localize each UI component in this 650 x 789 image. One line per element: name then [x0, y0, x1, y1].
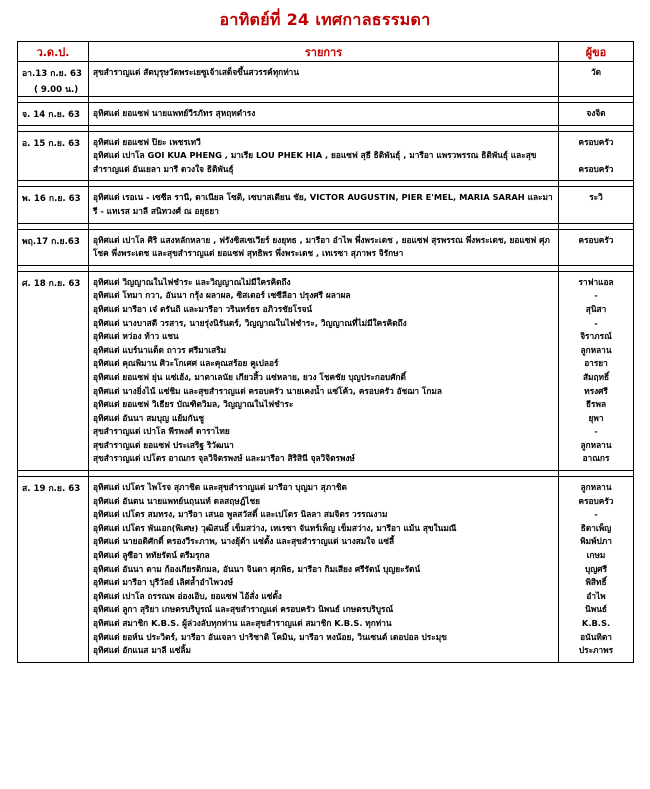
requester-cell	[559, 103, 634, 126]
requester-name: ระวิ	[589, 192, 603, 203]
date-time: ( 9.00 น.)	[34, 85, 79, 95]
intention-item: สุขสำราญแด่ สัตบุรุษวัดพระเยซูเจ้าเสด็จขึ้นสวรรค์ทุกท่าน	[93, 67, 299, 77]
items-cell	[89, 62, 559, 97]
table-row	[18, 187, 634, 223]
intention-item: อุทิศแด่ เปาโล ศิริ แสงหลักหลาย , ฟรังซิสเซเวียร์ ยงยุทธ , มารีอา อำไพ พึ่งพระเดช , ยอแซฟ สุรพรรณ พึ่งพระเดช, ยอแซฟ ศุภโชค พึ่งพระเดช และสุขสำราญแด่ ยอแซฟ สุทธิพร พึ่งพระเดช , เทเรซา สุภาพร จิรักษา	[93, 234, 550, 259]
intention-item: อุทิศแด่ นายอดิศักดิ์ ครองวีระภาพ, นางยุ้ต้า แซ่ตั้ง และสุขสำราญแด่ นางสมใจ แซ่ลี้	[93, 536, 395, 547]
intention-item: อุทิศแด่ เปโตร ไพโรจ สุภาชิต และสุขสำราญแด่ มารีอา บุญมา สุภาชิต	[93, 482, 347, 493]
intention-item: อุทิศแด่ ยอแซฟ ยุ่น แซ่เฮ้ง, มาตาเลนัย เกียวสิ้ว แซ่หลาย, ยวง โชคชัย บุญประกอบศักดิ์	[93, 371, 406, 382]
intention-item: อุทิศแด่ ลูกา สุริยา เกษตรบริบูรณ์ และสุขสำราญแด่ ครอบครัว นิพนธ์ เกษตรบริบูรณ์	[93, 604, 394, 615]
intention-item: อุทิศแด่ ยอแซฟ วิเธียร บัณฑิตวิมล, วิญญาณในไฟชำระ	[93, 399, 294, 410]
requester-cell	[559, 131, 634, 181]
requester-name: อำไพ	[586, 590, 606, 601]
requester-name: ราฟาแอล	[578, 276, 614, 287]
requester-name: อารยา	[584, 358, 608, 369]
intention-item: อุทิศแด่ เปโตร สมทรง, มารีอา เสนอ พูลสวัสดิ์ และเปโตร นิลลา สมจิตร วรรณงาม	[93, 509, 388, 520]
date-text: ส. 19 ก.ย. 63	[22, 484, 81, 495]
items-cell	[89, 229, 559, 265]
requester-name: ครอบครัว	[578, 234, 614, 245]
requester-name: พิสิทธิ์	[585, 577, 607, 588]
requester-cell	[559, 271, 634, 470]
page-title: อาทิตย์ที่ 24 เทศกาลธรรมดา	[219, 10, 431, 29]
intention-item: สุขสำราญแด่ เปาโล พีรพงศ์ ดาราไทย	[93, 426, 230, 437]
requester-name: -	[594, 509, 598, 520]
requester-name	[561, 149, 631, 163]
requester-name: ครอบครัว	[578, 136, 614, 147]
requester-name: นิพนธ์	[585, 604, 607, 615]
requester-name: K.B.S.	[581, 618, 611, 628]
intention-item: สุขสำราญแด่ เปโตร อาณกร จุลวิจิตรพงษ์ และมารีอา สิริสินี จุลวิจิตรพงษ์	[93, 453, 355, 464]
table-row	[18, 131, 634, 181]
date-cell	[18, 103, 89, 126]
header-requester: ผู้ขอ	[559, 42, 634, 62]
intention-item: อุทิศแด่ อันตน นายแพทย์นฤนนท์ ดลสฤษฎ์ไชย	[93, 495, 260, 506]
requester-name: อาณกร	[582, 453, 610, 464]
date-cell	[18, 131, 89, 181]
intention-item: อุทิศแด่ ยอห์น ประวิตร์, มารีอา อันเจลา ปาริชาติ โคมิน, มารีอา หงน้อย, วินเซนต์ เดอปอล ประมุข	[93, 631, 447, 642]
intention-item: อุทิศแด่ หว่อง ท้าว แชน	[93, 331, 179, 342]
date-cell	[18, 477, 89, 663]
table-row	[18, 103, 634, 126]
requester-name: ลูกหลาน	[580, 439, 612, 450]
header-items: รายการ	[89, 42, 559, 62]
requester-name: อนันทิตา	[580, 631, 612, 642]
intention-item: อุทิศแด่ ยอแซฟ นายแพทย์วีรภัทร สุหฤทดำรง	[93, 108, 256, 118]
requester-name: ยุพา	[588, 412, 604, 423]
items-cell	[89, 477, 559, 663]
date-text: อ. 15 ก.ย. 63	[22, 138, 81, 149]
header-date: ว.ด.ป.	[18, 42, 89, 62]
intention-item: อุทิศแด่ มารีอา เจ๋ ตรันถิ และมารีอา วรินทร์ธร อภิวรชัยโรจน์	[93, 303, 313, 314]
intention-item: อุทิศแด่ เปาโล ถรรณพ อ่องเอิบ, ยอแซฟ ไอ้สั่ง แซ่ตั้ง	[93, 590, 282, 601]
date-cell	[18, 229, 89, 265]
date-cell	[18, 187, 89, 223]
intention-item: อุทิศแด่ เปโตร พันเอก(พิเศษ) วุฒิสนธิ์ เข็มสว่าง, เทเรซา จันทร์เพ็ญ เข็มสว่าง, มารีอา แม้น สุขในมณี	[93, 522, 457, 533]
date-text: ศ. 18 ก.ย. 63	[22, 278, 81, 289]
requester-name: สัมฤทธิ์	[582, 371, 610, 382]
table-row	[18, 477, 634, 663]
intention-item: อุทิศแด่ ยอแซฟ ปิยะ เพชรเทวี	[93, 136, 201, 147]
requester-name: ทรงศรี	[584, 385, 608, 396]
intention-item: อุทิศแด่ นางบาสตี วรสาร, นายรุ่งนิรันดร์, วิญญาณในไฟชำระ, วิญญาณที่ไม่มีใครคิดถึง	[93, 317, 407, 328]
requester-name: ธีรพล	[585, 399, 607, 410]
requester-cell	[559, 229, 634, 265]
table-header-row	[18, 42, 634, 62]
requester-name: -	[594, 426, 598, 437]
intention-item: อุทิศแด่ อันนา ตาม ก้องเกียรติกมล, อันนา จินดา ศุภพิธ, มารีอา กิมเสียง ศรีรัตน์ บุญยะรัตน์	[93, 563, 421, 574]
requester-name: วัด	[590, 67, 602, 77]
requester-name: ครอบครัว	[578, 163, 614, 174]
requester-cell	[559, 477, 634, 663]
table-row	[18, 271, 634, 470]
requester-name: ลูกหลาน	[580, 344, 612, 355]
requester-name: ลูกหลาน	[580, 482, 612, 493]
intention-item: อุทิศแด่ ลูซีอา หทัยรัตน์ ตรีมรุกล	[93, 550, 210, 561]
requester-name: จงจิต	[586, 108, 606, 118]
date-text: อา.13 ก.ย. 63	[22, 69, 82, 79]
date-text: พ. 16 ก.ย. 63	[22, 194, 81, 205]
date-cell	[18, 62, 89, 97]
intention-item: อุทิศแด่ คุณพิมาน ศิวะโกเศศ และคุณสร้อย คูเปลอร์	[93, 358, 279, 369]
requester-name: ประภาพร	[578, 645, 614, 656]
intention-item: อุทิศแด่ แบร์นาแด็ต ถาวร ศรีมาเสริม	[93, 344, 227, 355]
requester-name: เกษม	[586, 550, 606, 561]
items-cell	[89, 187, 559, 223]
requester-name: ธิดาเพ็ญ	[580, 522, 612, 533]
intention-item: อุทิศแด่ อันนา สมบุญ แย้มกันชู	[93, 412, 204, 423]
date-text: พฤ.17 ก.ย.63	[22, 236, 80, 247]
intention-item: สุขสำราญแด่ ยอแซฟ ประเสริฐ ริวัฒนา	[93, 439, 234, 450]
requester-cell	[559, 62, 634, 97]
intention-item: อุทิศแด่ อักแนส มาลี แซ่ลิ้ม	[93, 645, 191, 656]
requester-name: จิราภรณ์	[580, 331, 612, 342]
items-cell	[89, 271, 559, 470]
requester-name: ครอบครัว	[578, 495, 614, 506]
items-cell	[89, 103, 559, 126]
date-cell	[18, 271, 89, 470]
date-text: จ. 14 ก.ย. 63	[22, 110, 80, 120]
requester-name: บุญศรี	[584, 563, 608, 574]
intention-item: อุทิศแด่ เปาโล GOI KUA PHENG , มาเรีย LOU PHEK HIA , ยอแซฟ สุธี ธิติพันธุ์ , มารีอา แพรวพรรณ ธิติพันธุ์ และสุขสำราญแด่ อันเยลา มารี ดวงใจ ธิติพันธุ์	[93, 150, 537, 174]
requester-cell	[559, 187, 634, 223]
intention-item: อุทิศแด่ โทมา กวา, อันนา กรุ้ง ผลาผล, ซิสเตอร์ เซซีลีอา ปรุงศรี ผลาผล	[93, 290, 351, 301]
table-row	[18, 229, 634, 265]
intention-table	[17, 41, 634, 663]
items-cell	[89, 131, 559, 181]
requester-name: -	[594, 290, 598, 301]
requester-name: -	[594, 317, 598, 328]
table-row	[18, 62, 634, 97]
intention-item: อุทิศแด่ วิญญาณในไฟชำระ และวิญญาณไม่มีใครคิดถึง	[93, 276, 291, 287]
intention-item: อุทิศแด่ มารีอา บุรีวัลย์ เลิศล้ำอำไพวงษ์	[93, 577, 234, 588]
table-body	[18, 62, 634, 663]
requester-name: พิมพ์ปภา	[580, 536, 612, 547]
intention-item: อุทิศแด่ สมาชิก K.B.S. ผู้ล่วงลับทุกท่าน และสุขสำราญแด่ สมาชิก K.B.S. ทุกท่าน	[93, 618, 392, 628]
intention-item: อุทิศแด่ เรอเน - เซซีล รานี, ดาเนียล โซติ, เซบาสเตียน ชัย, VICTOR AUGUSTIN, PIER E'MEL, MARIA SARAH และมารี - แทเรส มาลี สนิทวงศ์ ณ อยุธยา	[93, 192, 553, 216]
requester-name: สุนิสา	[585, 303, 607, 314]
intention-item: อุทิศแด่ นางยิ่งไน้ แซ่ชิม และสุขสำราญแด่ ครอบครัว นายเคงน้ำ แซ่โค้ว, ครอบครัว อัชฌา โกมล	[93, 385, 442, 396]
